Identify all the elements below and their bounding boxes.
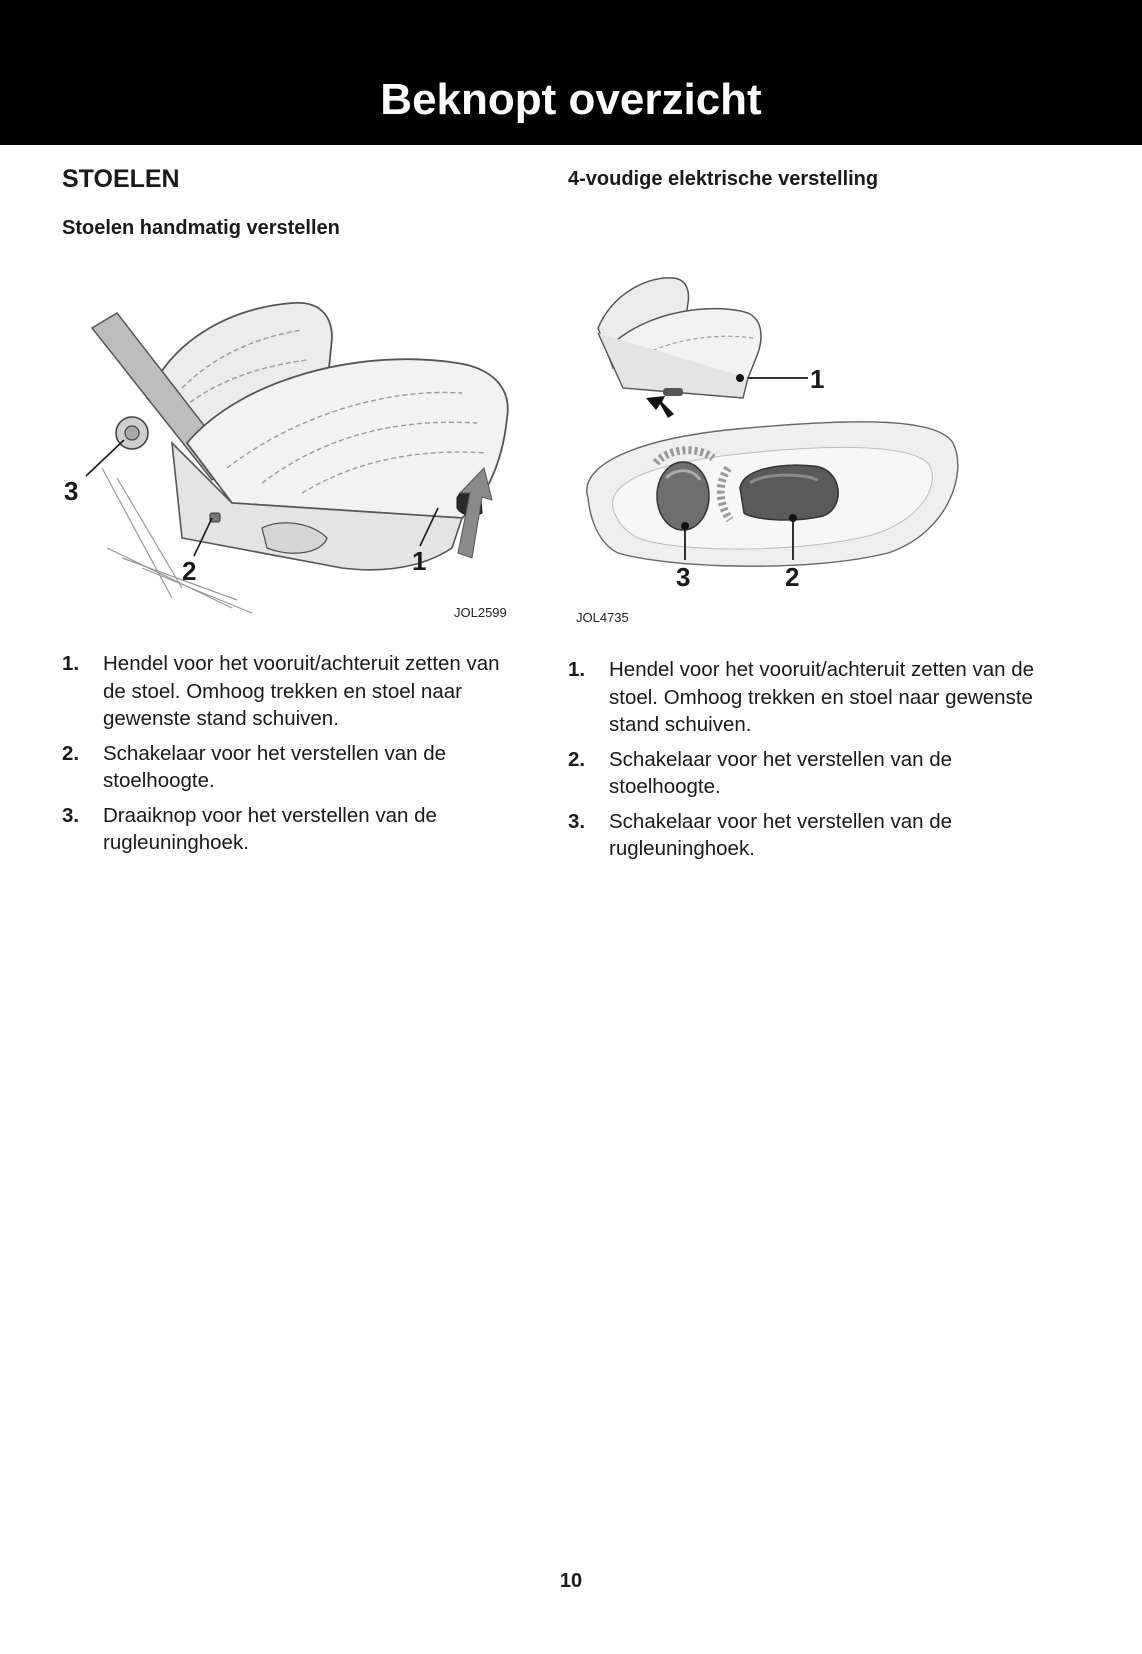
item-text: Hendel voor het vooruit/achteruit zetten van de stoel. Omhoog trekken en stoel naar gewenste stand schuiven. bbox=[609, 658, 1035, 736]
item-number: 1. bbox=[62, 652, 80, 675]
manual-seat-illustration bbox=[62, 268, 522, 628]
left-subheading: Stoelen handmatig verstellen bbox=[62, 217, 340, 239]
list-item bbox=[568, 746, 1038, 801]
list-item bbox=[568, 808, 1038, 863]
manual-seat-drawing bbox=[62, 268, 522, 628]
list-item bbox=[62, 802, 522, 857]
right-callout-2: 2 bbox=[785, 562, 800, 592]
left-figure-code: JOL2599 bbox=[454, 605, 507, 620]
list-item bbox=[62, 740, 522, 795]
right-callout-1: 1 bbox=[810, 364, 825, 394]
right-figure-code: JOL4735 bbox=[576, 610, 629, 625]
item-number: 2. bbox=[568, 747, 586, 771]
page-title: Beknopt overzicht bbox=[380, 75, 762, 124]
page-number: 10 bbox=[559, 1570, 583, 1592]
left-item-list bbox=[62, 650, 522, 864]
item-number: 2. bbox=[62, 741, 80, 765]
power-seat-drawing bbox=[568, 268, 998, 628]
left-callout-2: 2 bbox=[182, 556, 197, 586]
left-callout-3: 3 bbox=[64, 476, 79, 506]
right-callout-3: 3 bbox=[676, 562, 691, 592]
section-title: STOELEN bbox=[62, 165, 180, 193]
right-item-list bbox=[568, 656, 1038, 870]
item-text: Schakelaar voor het verstellen van de stoelhoogte. bbox=[103, 741, 447, 792]
list-item bbox=[568, 656, 1038, 739]
list-item bbox=[62, 650, 522, 733]
item-text: Schakelaar voor het verstellen van de rugleuninghoek. bbox=[609, 809, 953, 860]
power-seat-illustration bbox=[568, 268, 998, 628]
item-text: Schakelaar voor het verstellen van de stoelhoogte. bbox=[609, 747, 953, 798]
right-subheading: 4-voudige elektrische verstelling bbox=[568, 168, 879, 190]
item-text: Draaiknop voor het verstellen van de rugleuninghoek. bbox=[103, 803, 437, 854]
item-number: 3. bbox=[62, 803, 80, 827]
left-callout-1: 1 bbox=[412, 546, 427, 576]
item-number: 3. bbox=[568, 809, 586, 833]
item-number: 1. bbox=[568, 658, 586, 681]
item-text: Hendel voor het vooruit/achteruit zetten van de stoel. Omhoog trekken en stoel naar gewenste stand schuiven. bbox=[103, 652, 500, 730]
